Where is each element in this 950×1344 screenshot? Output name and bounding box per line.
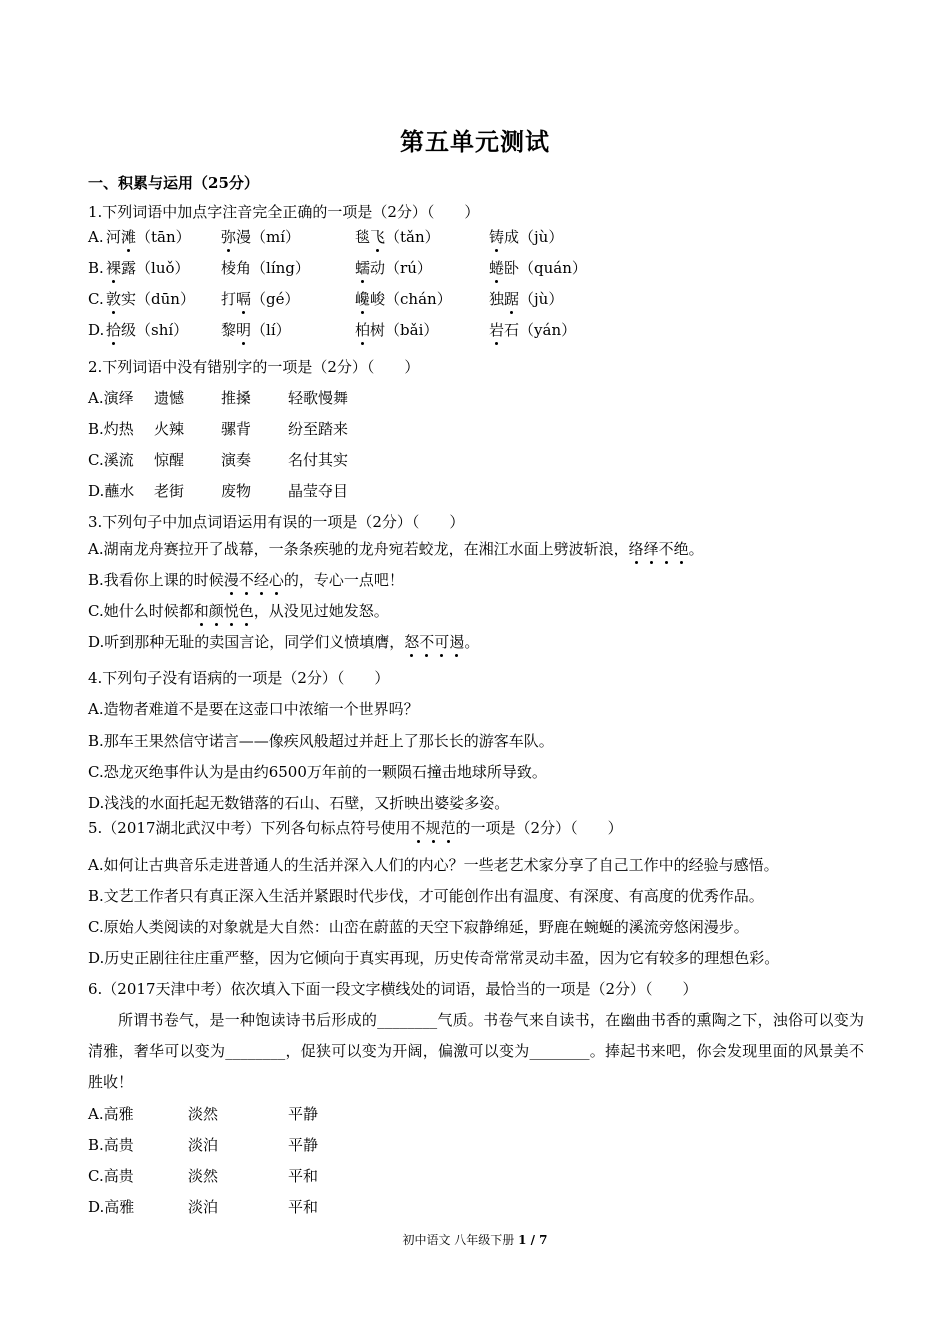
pinyin: （líng） [251,259,310,277]
section-heading: 一、积累与运用（25分） [88,174,259,192]
pinyin: （bǎi） [385,321,439,339]
q1-option-word [221,228,300,246]
q1-option-label: C. [88,290,104,308]
q2-option: A.演绎 [88,389,134,407]
q6-option-word: 淡然 [188,1105,219,1123]
q3-b-end: 的，专心一点吧！ [283,571,404,589]
pinyin: （quán） [519,259,587,277]
emphasis-char: 悦 [223,602,239,620]
dotted-char: 岩 [489,321,505,339]
pinyin: （mí） [251,228,301,246]
pinyin: （jù） [519,290,564,308]
word-text: 卧 [504,259,520,277]
pinyin: （tān） [136,228,191,246]
q2-option-word: 遗憾 [154,389,185,407]
q2-option-word: 推搡 [221,389,252,407]
q6-option-word: 平和 [288,1198,319,1216]
q2-option-word: 晶莹夺目 [288,482,349,500]
dotted-char: 踞 [504,290,520,308]
q1-option-word [106,290,195,308]
q5-option-b: B.文艺工作者只有真正深入生活并紧跟时代步伐，才可能创作出有温度、有深度、有高度的优秀作品。 [88,887,764,905]
q6-option-word: 平静 [288,1136,319,1154]
q4-option-d: D.浅浅的水面托起无数错落的石山、石壁，又折映出婆娑多姿。 [88,794,510,812]
q6-option: A.高雅 [88,1105,134,1123]
emphasis-char: 规 [425,819,441,837]
page-title: 第五单元测试 [400,127,550,156]
q2-option-word: 惊醒 [154,451,185,469]
dotted-char: 嗝 [236,290,252,308]
word-text: 动 [370,259,386,277]
emphasis-char: 不 [410,819,426,837]
q6-passage: 所谓书卷气，是一种饱读诗书后形成的________气质。书卷气来自读书，在幽曲书香的熏陶之下，浊俗可以变为清雅，奢华可以变为________，促狭可以变为开阔，偏激可以变为________。捧起书来吧，你会发现里面的风景美不胜收！ [88,1011,864,1091]
emphasis-char: 心 [268,571,284,589]
emphasis-char: 色 [238,602,254,620]
emphasis-char: 不 [238,571,254,589]
q1-option-word [355,259,432,277]
q3-a-end: 。 [688,540,704,558]
q5-option-c: C.原始人类阅读的对象就是大自然：山峦在蔚蓝的天空下寂静绵延，野鹿在蜿蜒的溪流旁悠闲漫步。 [88,918,749,936]
word-text: 成 [504,228,520,246]
dotted-char: 巉 [355,290,371,308]
q6-option-word: 淡然 [188,1167,219,1185]
word-text: 棱角 [221,259,252,277]
q1-option-word [489,228,563,246]
emphasis-char: 和 [193,602,209,620]
q2-option-word: 纷至踏来 [288,420,349,438]
word-text: 黎 [221,321,237,339]
q5-option-a: A.如何让古典音乐走进普通人的生活并深入人们的内心？一些老艺术家分享了自己工作中的经验与感悟。 [88,856,779,874]
q1-option-label: B. [88,259,104,277]
emphasis-char: 不 [658,540,674,558]
pinyin: （yán） [519,321,577,339]
q5-stem-end: 的一项是（2分）（ ） [455,819,623,837]
q1-option-word [106,259,190,277]
dotted-char: 蜷 [489,259,505,277]
q4-option-a: A.造物者难道不是要在这壶口中浓缩一个世界吗？ [88,700,419,718]
dotted-char: 滩 [121,228,137,246]
pinyin: （rú） [385,259,432,277]
q1-option-label: D. [88,321,105,339]
q3-c-text: C.她什么时候都 [88,602,194,620]
q6-option-word: 淡泊 [188,1136,219,1154]
emphasis-char: 遏 [449,633,465,651]
dotted-char: 飞 [370,228,386,246]
q6-option-word: 平静 [288,1105,319,1123]
pinyin: （luǒ） [136,259,190,277]
q5-stem-dotted [411,819,456,837]
q1-option-word [355,228,440,246]
q3-c-dotted [194,602,254,620]
q3-stem: 3.下列句子中加点词语运用有误的一项是（2分）（ ） [88,513,465,531]
q6-option-word: 平和 [288,1167,319,1185]
emphasis-char: 绝 [673,540,689,558]
q1-option-word [106,228,191,246]
q1-option-label: A. [88,228,104,246]
emphasis-char: 怒 [404,633,420,651]
q2-option: D.蘸水 [88,482,135,500]
q5-stem-text: 5.（2017湖北武汉中考）下列各句标点符号使用 [88,819,411,837]
q3-c-end: ，从没见过她发怒。 [253,602,389,620]
word-text: 级 [121,321,137,339]
q1-stem: 1.下列词语中加点字注音完全正确的一项是（2分）（ ） [88,203,480,221]
q2-stem: 2.下列词语中没有错别字的一项是（2分）（ ） [88,358,420,376]
footer-text: 初中语文 八年级下册 [402,1233,519,1247]
pinyin: （dūn） [136,290,195,308]
q2-option-word: 火辣 [154,420,185,438]
emphasis-char: 范 [440,819,456,837]
q1-option-word [489,290,563,308]
dotted-char: 拾 [106,321,122,339]
q1-option-word [221,321,291,339]
emphasis-char: 不 [419,633,435,651]
q2-option-word: 演奏 [221,451,252,469]
q5-stem [88,819,623,837]
emphasis-char: 络 [628,540,644,558]
dotted-char: 明 [236,321,252,339]
emphasis-char: 绎 [643,540,659,558]
pinyin: （tǎn） [385,228,440,246]
q2-option-word: 名付其实 [288,451,349,469]
word-text: 露 [121,259,137,277]
pinyin: （shí） [136,321,189,339]
q1-option-word [489,259,587,277]
q3-option-b [88,571,404,589]
word-text: 河 [106,228,122,246]
q1-option-word [489,321,576,339]
q4-option-c: C.恐龙灭绝事件认为是由约6500万年前的一颗陨石撞击地球所导致。 [88,763,547,781]
dotted-char: 敦 [106,290,122,308]
q3-option-d [88,633,479,651]
q2-option-word: 老街 [154,482,185,500]
q1-option-word [355,321,438,339]
dotted-char: 弥 [221,228,237,246]
word-text: 实 [121,290,137,308]
q4-option-b: B.那车王果然信守诺言——像疾风般超过并赶上了那长长的游客车队。 [88,732,554,750]
q6-option: B.高贵 [88,1136,134,1154]
q5-option-d: D.历史正剧往往庄重严整，因为它倾向于真实再现，历史传奇常常灵动丰盈，因为它有较多的理想色彩。 [88,949,780,967]
q6-option: D.高雅 [88,1198,135,1216]
q2-option: C.溪流 [88,451,134,469]
word-text: 毯 [355,228,371,246]
dotted-char: 柏 [355,321,371,339]
emphasis-char: 颜 [208,602,224,620]
q6-stem: 6.（2017天津中考）依次填入下面一段文字横线处的词语，最恰当的一项是（2分）（ ） [88,980,698,998]
q2-option-word: 轻歌慢舞 [288,389,349,407]
q3-option-c [88,602,389,620]
q3-d-text: D.听到那种无耻的卖国言论，同学们义愤填膺， [88,633,405,651]
word-text: 打 [221,290,237,308]
q3-b-dotted [224,571,284,589]
pinyin: （gé） [251,290,300,308]
dotted-char: 蠕 [355,259,371,277]
word-text: 峻 [370,290,386,308]
word-text: 树 [370,321,386,339]
q3-d-dotted [404,633,464,651]
emphasis-char: 经 [253,571,269,589]
q6-option-word: 淡泊 [188,1198,219,1216]
dotted-char: 裸 [106,259,122,277]
word-text: 石 [504,321,520,339]
q6-option: C.高贵 [88,1167,134,1185]
dotted-char: 铸 [489,228,505,246]
emphasis-char: 漫 [223,571,239,589]
q4-stem: 4.下列句子没有语病的一项是（2分）（ ） [88,669,390,687]
pinyin: （chán） [385,290,452,308]
q2-option: B.灼热 [88,420,134,438]
emphasis-char: 可 [434,633,450,651]
q3-option-a [88,540,704,558]
q3-d-end: 。 [464,633,480,651]
page-number: 1 / 7 [518,1233,548,1247]
pinyin: （lí） [251,321,291,339]
q1-option-word [221,259,310,277]
q1-option-word [355,290,452,308]
q3-a-text: A.湖南龙舟赛拉开了战幕，一条条疾驰的龙舟宛若蛟龙，在湘江水面上劈波斩浪， [88,540,629,558]
page-footer [0,1231,950,1248]
word-text: 漫 [236,228,252,246]
q3-a-dotted [629,540,689,558]
word-text: 独 [489,290,505,308]
pinyin: （jù） [519,228,564,246]
q2-option-word: 废物 [221,482,252,500]
q2-option-word: 骡背 [221,420,252,438]
q1-option-word [106,321,188,339]
q1-option-word [221,290,300,308]
q3-b-text: B.我看你上课的时候 [88,571,224,589]
